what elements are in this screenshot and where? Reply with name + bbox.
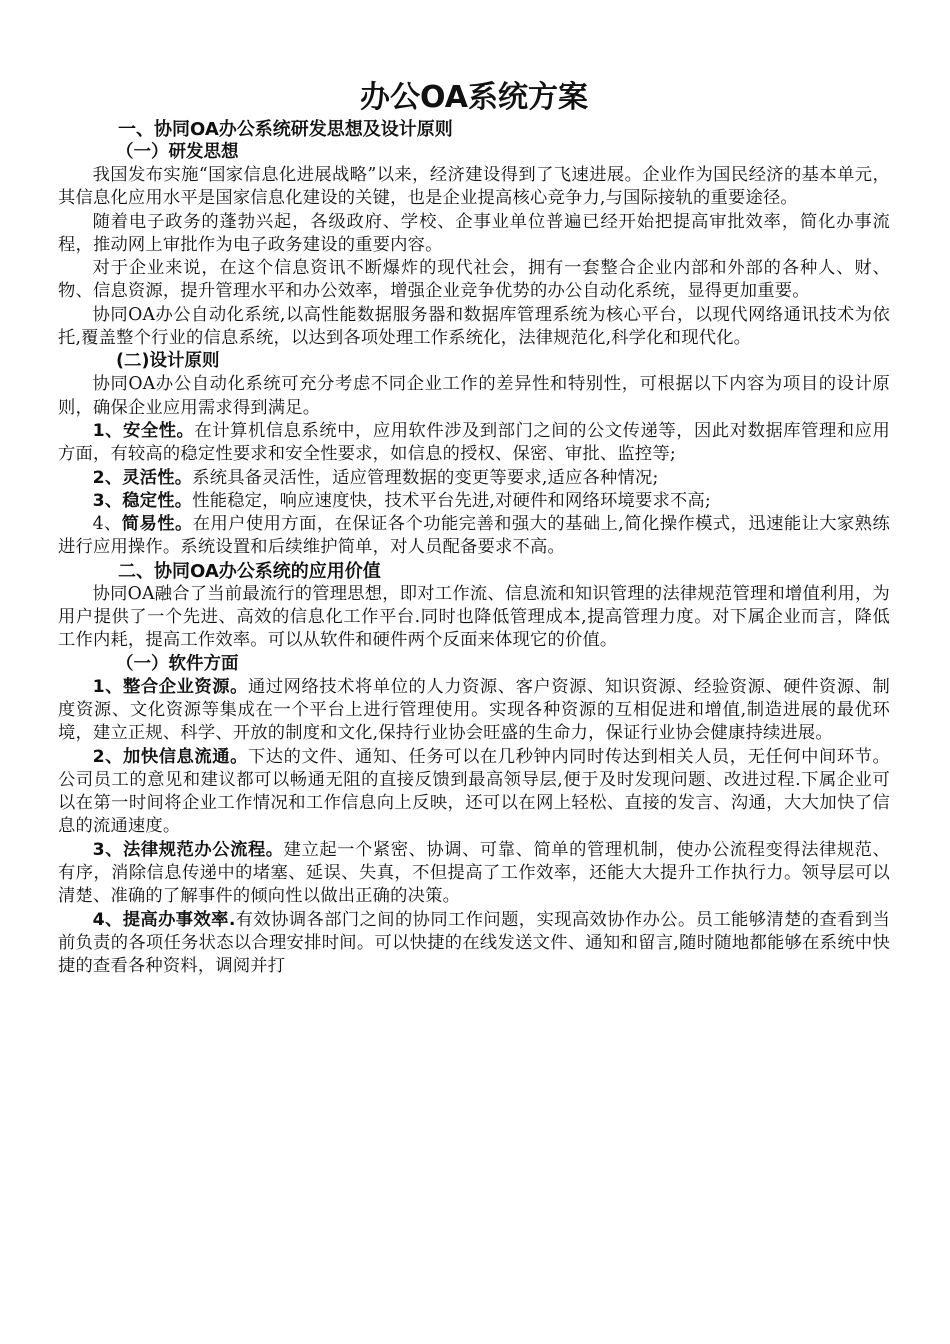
value-item xyxy=(58,676,890,746)
principle-item xyxy=(58,513,890,560)
principle-item xyxy=(58,467,890,490)
principle-label: 1、安全性。 xyxy=(92,420,195,441)
value-item xyxy=(58,746,890,839)
paragraph: 协同OA办公自动化系统,以高性能数据服务器和数据库管理系统为核心平台，以现代网络通讯技术为依托,覆盖整个行业的信息系统，以达到各项处理工作系统化，法律规范化,科学化和现代化。 xyxy=(58,304,890,349)
document-title: 办公OA系统方案 xyxy=(360,80,588,115)
value-label: 3、法律规范办公流程。 xyxy=(92,839,284,860)
document-page xyxy=(58,78,890,979)
section-1-heading: 一、协同OA办公系统研发思想及设计原则 xyxy=(118,119,453,140)
principle-label: 3、稳定性。 xyxy=(92,490,193,511)
principle-number: 4、 xyxy=(92,514,122,535)
paragraph: 协同OA办公自动化系统可充分考虑不同企业工作的差异性和特别性，可根据以下内容为项目的设计原则，确保企业应用需求得到满足。 xyxy=(58,374,890,418)
section-1-2-heading: (二)设计原则 xyxy=(116,351,220,372)
paragraph: 我国发布实施“国家信息化进展战略”以来，经济建设得到了飞速进展。企业作为国民经济的基本单元，其信息化应用水平是国家信息化建设的关键，也是企业提高核心竞争力,与国际接轨的重要途径。 xyxy=(58,165,890,209)
principle-text: 在用户使用方面，在保证各个功能完善和强大的基础上,简化操作模式，迅速能让大家熟练进行应用操作。系统设置和后续维护简单，对人员配备要求不高。 xyxy=(58,514,890,558)
principle-label: 简易性。 xyxy=(121,514,193,535)
value-item xyxy=(58,839,890,909)
principle-item xyxy=(58,490,890,513)
value-text: 建立起一个紧密、协调、可靠、简单的管理机制，使办公流程变得法律规范、有序，消除信息传递中的堵塞、延误、失真，不但提高了工作效率，还能大大提升工作执行力。领导层可以清楚、准确的了解事件的倾向性以做出正确的决策。 xyxy=(58,839,890,907)
value-item xyxy=(58,909,890,979)
value-text: 有效协调各部门之间的协同工作问题，实现高效协作办公。员工能够清楚的查看到当前负责的各项任务状态以合理安排时间。可以快捷的在线发送文件、通知和留言,随时随地都能够在系统中快捷的查看各种资料，调阅并打 xyxy=(58,909,890,977)
principle-text: 在计算机信息系统中，应用软件涉及到部门之间的公文传递等，因此对数据库管理和应用方面，有较高的稳定性要求和安全性要求，如信息的授权、保密、审批、监控等; xyxy=(58,420,890,465)
paragraph: 对于企业来说，在这个信息资讯不断爆炸的现代社会，拥有一套整合企业内部和外部的各种人、财、物、信息资源，提升管理水平和办公效率，增强企业竞争优势的办公自动化系统，显得更加重要。 xyxy=(58,258,890,302)
section-2-heading: 二、协同OA办公系统的应用价值 xyxy=(118,560,381,582)
principle-text: 系统具备灵活性，适应管理数据的变更等要求,适应各种情况; xyxy=(192,467,659,488)
value-label: 2、加快信息流通。 xyxy=(92,746,248,767)
principle-item xyxy=(58,420,890,467)
value-text: 下达的文件、通知、任务可以在几秒钟内同时传达到相关人员，无任何中间环节。公司员工的意见和建议都可以畅通无阻的直接反馈到最高领导层,便于及时发现问题、改进过程.下属企业可以在第一时间将企业工作情况和工作信息向上反映，还可以在网上轻松、直接的发言、沟通，大大加快了信息的流通速度。 xyxy=(58,746,891,837)
value-label: 1、整合企业资源。 xyxy=(92,676,248,697)
value-text: 通过网络技术将单位的人力资源、客户资源、知识资源、经验资源、硬件资源、制度资源、文化资源等集成在一个平台上进行管理使用。实现各种资源的互相促进和增值,制造进展的最优环境，建立正规、科学、开放的制度和文化,保持行业协会旺盛的生命力，保证行业协会健康持续进展。 xyxy=(58,676,891,744)
principle-label: 2、灵活性。 xyxy=(92,467,193,488)
principle-text: 性能稳定，响应速度快，技术平台先进,对硬件和网络环境要求不高; xyxy=(192,490,711,511)
paragraph: 协同OA融合了当前最流行的管理思想，即对工作流、信息流和知识管理的法律规范管理和增值利用，为用户提供了一个先进、高效的信息化工作平台.同时也降低管理成本,提高管理力度。对下属企业而言，降低工作内耗，提高工作效率。可以从软件和硬件两个反面来体现它的价值。 xyxy=(58,583,890,651)
paragraph: 随着电子政务的蓬勃兴起，各级政府、学校、企事业单位普遍已经开始把提高审批效率，简化办事流程，推动网上审批作为电子政务建设的重要内容。 xyxy=(58,211,890,255)
section-1-1-heading: （一）研发思想 xyxy=(116,142,239,162)
value-label: 4、提高办事效率. xyxy=(92,909,236,930)
section-2-1-heading: （一）软件方面 xyxy=(116,653,239,674)
